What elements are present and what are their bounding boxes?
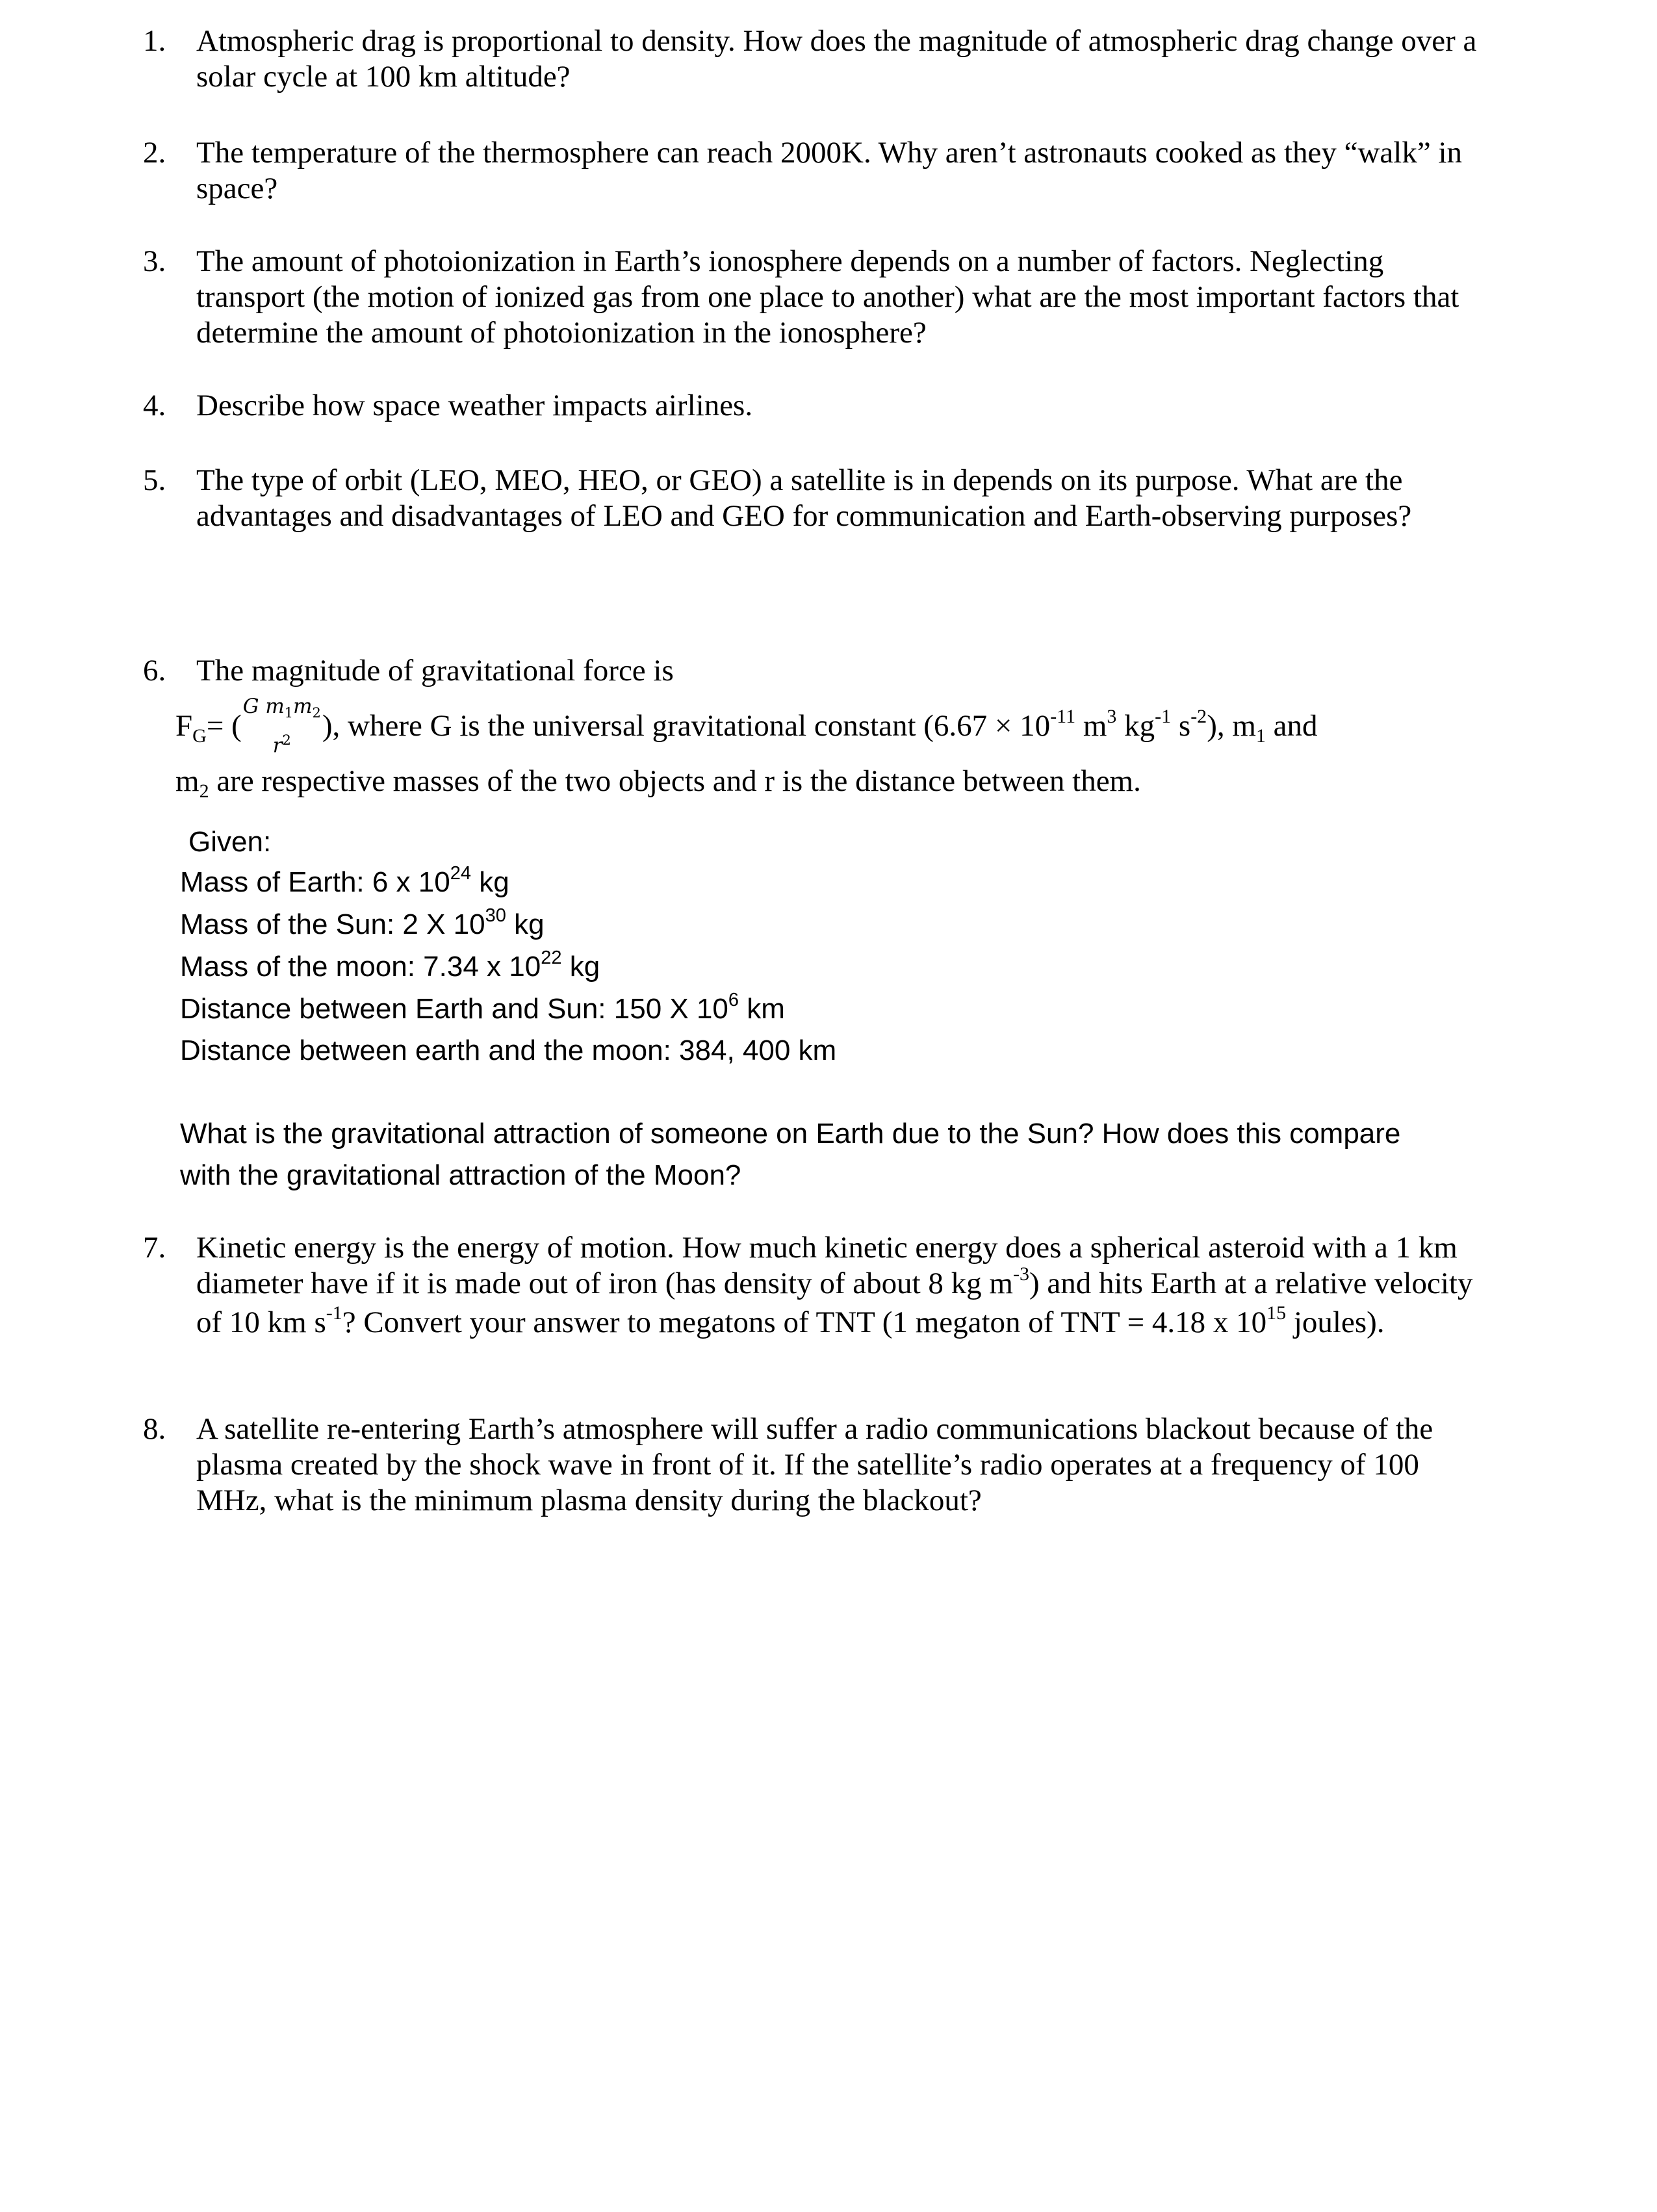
gravity-fraction (243, 693, 321, 760)
question-number: 1. (143, 24, 166, 58)
question-4 (143, 388, 1495, 424)
question-3 (143, 244, 1495, 351)
question-number: 3. (143, 244, 166, 278)
question-text: Describe how space weather impacts airlines. (196, 389, 753, 422)
gravity-formula-line-2: $m_2$ are respective masses of the two objects and r is the distance between them. (175, 764, 1141, 802)
formula-f-sub: G (192, 725, 207, 747)
fraction-numerator: G $m_1m_2$ (242, 695, 321, 721)
question-number: 7. (143, 1231, 166, 1265)
gravity-formula-line: $F_G=$ ( G $m_1m_2$ $r^2$ ), where G is the universal gravitational constant ($6.67 \times 10^{-11}$ $m^3$ $kg^{-1}$ $s^{-2}$), $m_1$ and (175, 695, 1508, 762)
question-text: Atmospheric drag is proportional to density. How does the magnitude of atmospheric drag change over a solar cycle at 100 km altitude? (196, 24, 1477, 94)
question-text: The amount of photoionization in Earth’s ionosphere depends on a number of factors. Neglecting transport (the motion of ionized gas from one place to another) what are the most important factors that determine the amount of photoionization in the ionosphere? (196, 244, 1459, 350)
given-label: Given: (188, 826, 272, 858)
question-number: 8. (143, 1412, 166, 1446)
given-sun-mass: Mass of the Sun: 2 X $10^{30}$ kg (180, 905, 545, 940)
given-earth-moon-distance: Distance between earth and the moon: 384, 400 km (180, 1035, 837, 1066)
formula-equals: = ( (206, 709, 242, 743)
question-number: 5. (143, 463, 166, 497)
question-2 (143, 135, 1495, 207)
question-number: 4. (143, 389, 166, 422)
g-exponent: -11 (1050, 706, 1076, 728)
given-moon-mass: Mass of the moon: 7.34 x $10^{22}$ kg (180, 947, 600, 983)
question-8 (143, 1411, 1495, 1519)
question-text: The type of orbit (LEO, MEO, HEO, or GEO) a satellite is in depends on its purpose. What are the advantages and disadvantages of LEO and GEO for communication and Earth-observing purposes? (196, 463, 1412, 533)
question-number: 6. (143, 654, 166, 688)
question-6 (143, 653, 1495, 689)
q6-question-line-1: What is the gravitational attraction of someone on Earth due to the Sun? How does this compare (180, 1118, 1401, 1150)
question-number: 2. (143, 136, 166, 170)
fraction-denominator: $r^2$ (272, 732, 291, 758)
given-earth-sun-distance: Distance between Earth and Sun: 150 X $10^6$ km (180, 990, 785, 1025)
question-text: Kinetic energy is the energy of motion. How much kinetic energy does a spherical asteroid with a 1 km diameter have if it is made out of iron (has density of about 8 kg $m^{-3}$) and hits Earth at a relative velocity of 10 km $s^{-1}$? Convert your answer to megatons of TNT (1 megaton of TNT = 4.18 x $10^{15}$ joules). (196, 1231, 1473, 1339)
question-text: A satellite re-entering Earth’s atmosphere will suffer a radio communications blackout because of the plasma created by the shock wave in front of it. If the satellite’s radio operates at a frequency of 100 MHz, what is the minimum plasma density during the blackout? (196, 1412, 1433, 1517)
formula-f: F (175, 709, 193, 743)
question-5 (143, 463, 1495, 534)
question-1 (143, 23, 1495, 95)
q6-question-line-2: with the gravitational attraction of the Moon? (180, 1159, 741, 1191)
question-text: The temperature of the thermosphere can reach 2000K. Why aren’t astronauts cooked as they “walk” in space? (196, 136, 1462, 205)
given-earth-mass: Mass of Earth: 6 x $10^{24}$ kg (180, 863, 509, 898)
question-7 (143, 1230, 1495, 1344)
formula-description: ), where G is the universal gravitational constant (6.67 × 10 (322, 709, 1051, 743)
question-intro: The magnitude of gravitational force is (196, 654, 674, 688)
